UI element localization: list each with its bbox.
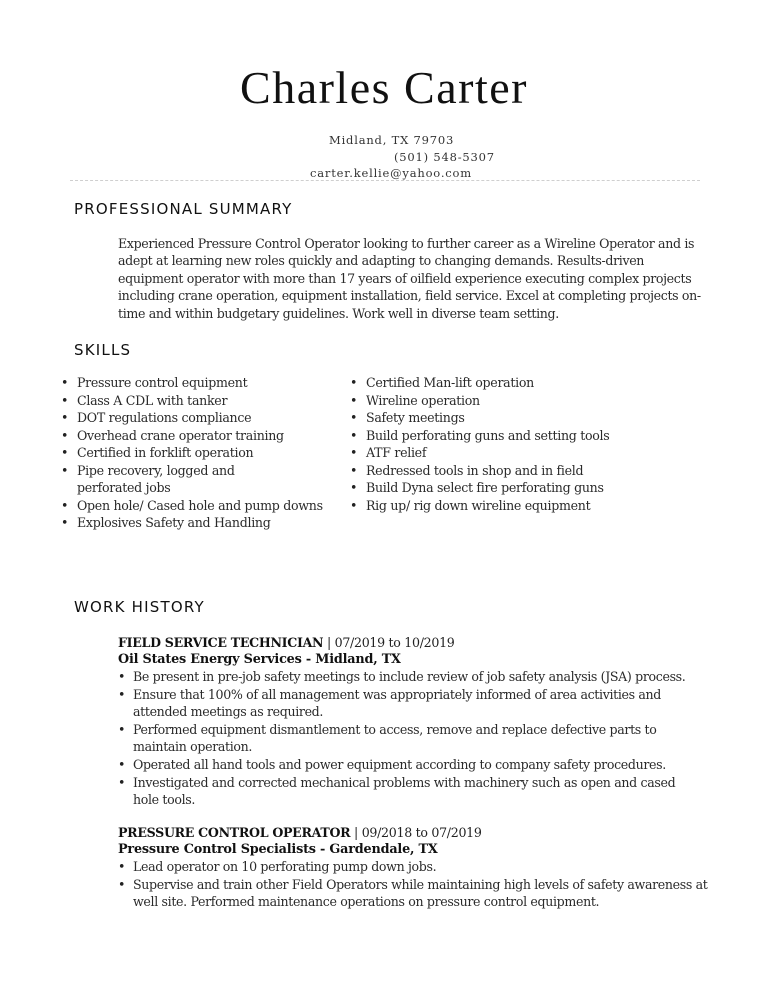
skill-item: • Redressed tools in shop and in field: [350, 462, 650, 480]
summary-text: Experienced Pressure Control Operator looking to further career as a Wireline Operator and is adept at learning new roles quickly and adapting to changing demands. Results-driven equipment operator with more than 17 years of oilfield experience executing complex projects including crane operation, equipment installation, field service. Excel at completing projects on-time and within budgetary guidelines. Work well in diverse team setting.: [118, 236, 701, 321]
skill-item: • Certified in forklift operation: [61, 444, 331, 462]
duty-item: • Operated all hand tools and power equipment according to company safety procedures.: [118, 756, 708, 774]
duty-item: • Investigated and corrected mechanical problems with machinery such as open and cased hole tools.: [118, 774, 693, 809]
skill-item: • Build Dyna select fire perforating guns: [350, 479, 650, 497]
contact-phone: (501) 548-5307: [394, 150, 495, 164]
skills-heading: SKILLS: [74, 341, 132, 359]
job-duties: [118, 858, 708, 911]
skill-item: • Build perforating guns and setting tools: [350, 427, 650, 445]
duty-item: • Performed equipment dismantlement to access, remove and replace defective parts to maintain operation.: [118, 721, 673, 756]
job-dates: | 09/2018 to 07/2019: [350, 825, 482, 840]
skill-item: • ATF relief: [350, 444, 650, 462]
job-company: Oil States Energy Services - Midland, TX: [118, 652, 401, 667]
job-duties: [118, 668, 708, 809]
header-divider: [70, 180, 700, 181]
duty-item: • Be present in pre-job safety meetings to include review of job safety analysis (JSA) process.: [118, 668, 708, 686]
skill-item: • Pressure control equipment: [61, 374, 331, 392]
skill-item: • Safety meetings: [350, 409, 650, 427]
job-header: [118, 824, 482, 842]
job-title: PRESSURE CONTROL OPERATOR: [118, 825, 351, 840]
duty-item: • Supervise and train other Field Operators while maintaining high levels of safety awareness at well site. Performed maintenance operations on pressure control equipment.: [118, 876, 708, 911]
skill-item: • Certified Man-lift operation: [350, 374, 650, 392]
skill-item: • Rig up/ rig down wireline equipment: [350, 497, 650, 515]
skill-item: • Wireline operation: [350, 392, 650, 410]
skill-item: • DOT regulations compliance: [61, 409, 331, 427]
skill-item: • Pipe recovery, logged and perforated jobs: [61, 462, 297, 497]
skills-list-left: [61, 374, 331, 532]
duty-item: • Lead operator on 10 perforating pump down jobs.: [118, 858, 708, 876]
skill-item: • Explosives Safety and Handling: [61, 514, 331, 532]
skill-item: • Class A CDL with tanker: [61, 392, 331, 410]
job-company: Pressure Control Specialists - Gardendale, TX: [118, 842, 438, 857]
resume-name: Charles Carter: [240, 62, 528, 113]
job-title: FIELD SERVICE TECHNICIAN: [118, 635, 324, 650]
skills-list-right: [350, 374, 650, 514]
work-heading: WORK HISTORY: [74, 598, 205, 616]
job-dates: | 07/2019 to 10/2019: [323, 635, 455, 650]
contact-address: Midland, TX 79703: [329, 133, 455, 147]
duty-item: • Ensure that 100% of all management was appropriately informed of area activities and attended meetings as required.: [118, 686, 678, 721]
skill-item: • Overhead crane operator training: [61, 427, 331, 445]
contact-email: carter.kellie@yahoo.com: [310, 166, 472, 180]
skill-item: • Open hole/ Cased hole and pump downs: [61, 497, 331, 515]
job-header: [118, 634, 455, 652]
summary-heading: PROFESSIONAL SUMMARY: [74, 200, 293, 218]
